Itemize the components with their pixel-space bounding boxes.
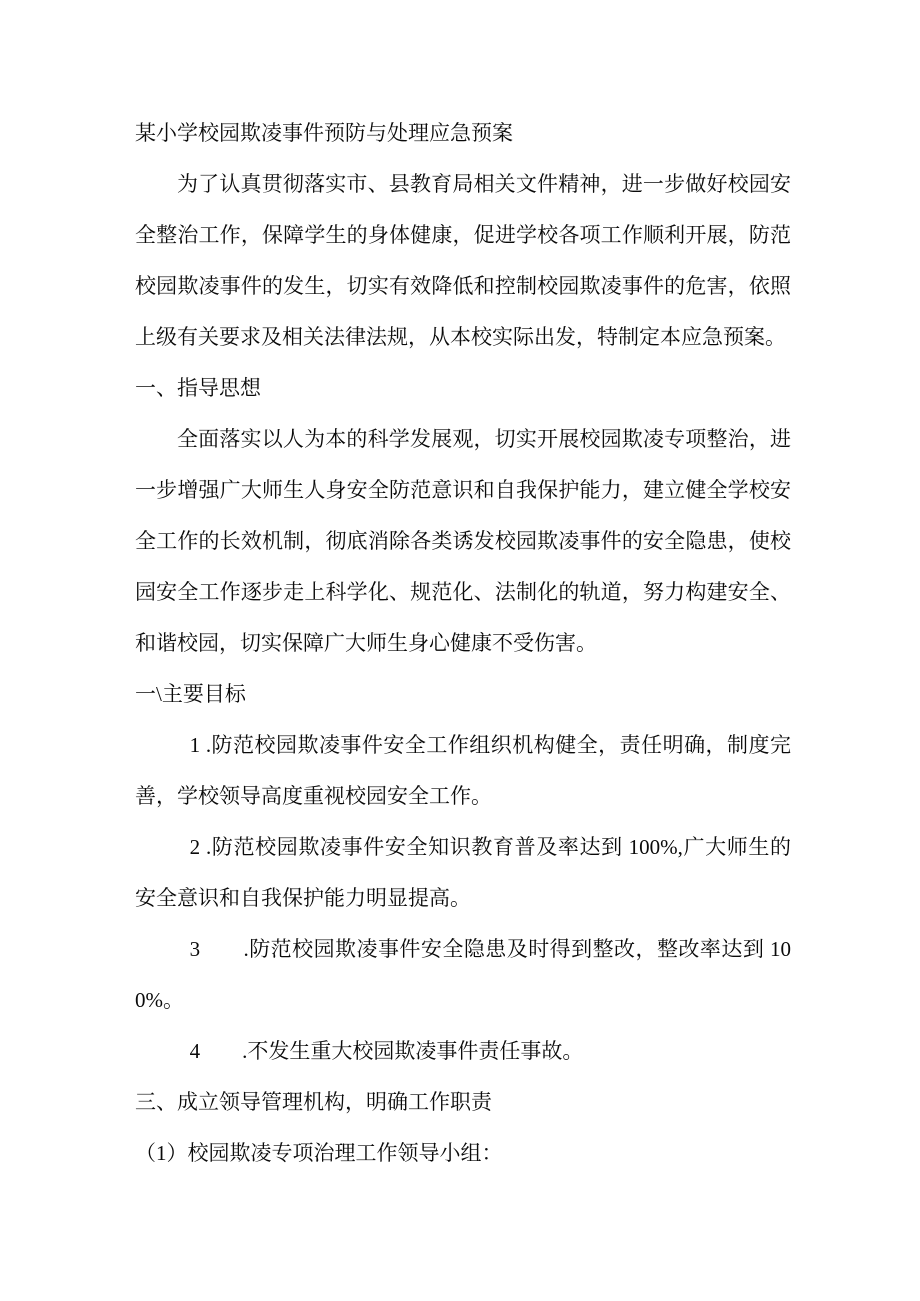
paragraph-guiding-ideology-body: 全面落实以人为本的科学发展观，切实开展校园欺凌专项整治，进一步增强广大师生人身安全防范意识和自我保护能力，建立健全学校安全工作的长效机制，彻底消除各类诱发校园欺凌事件的安全隐患，使校园安全工作逐步走上科学化、规范化、法制化的轨道，努力构建安全、和谐校园，切实保障广大师生身心健康不受伤害。 <box>135 427 791 655</box>
heading-leadership-organization: 三、成立领导管理机构，明确工作职责 <box>135 1090 492 1114</box>
heading-guiding-ideology: 一、指导思想 <box>135 376 261 400</box>
list-item-goal-1: 1 .防范校园欺凌事件安全工作组织机构健全，责任明确，制度完善，学校领导高度重视校园安全工作。 <box>135 733 791 808</box>
paragraph-intro: 为了认真贯彻落实市、县教育局相关文件精神，进一步做好校园安全整治工作，保障学生的身体健康，促进学校各项工作顺利开展，防范校园欺凌事件的发生，切实有效降低和控制校园欺凌事件的危害，依照上级有关要求及相关法律法规，从本校实际出发，特制定本应急预案。 <box>135 172 791 349</box>
list-item-goal-2: 2 .防范校园欺凌事件安全知识教育普及率达到 100%,广大师生的安全意识和自我保护能力明显提高。 <box>135 835 791 910</box>
heading-bullying-leading-group: （1）校园欺凌专项治理工作领导小组： <box>135 1141 503 1165</box>
document-content <box>135 108 791 1179</box>
list-item-goal-4: 4 .不发生重大校园欺凌事件责任事故。 <box>189 1039 584 1063</box>
document-title: 某小学校园欺凌事件预防与处理应急预案 <box>135 121 513 145</box>
list-item-goal-3: 3 .防范校园欺凌事件安全隐患及时得到整改，整改率达到 100%。 <box>135 937 791 1012</box>
heading-main-goals: 一\主要目标 <box>135 682 246 706</box>
